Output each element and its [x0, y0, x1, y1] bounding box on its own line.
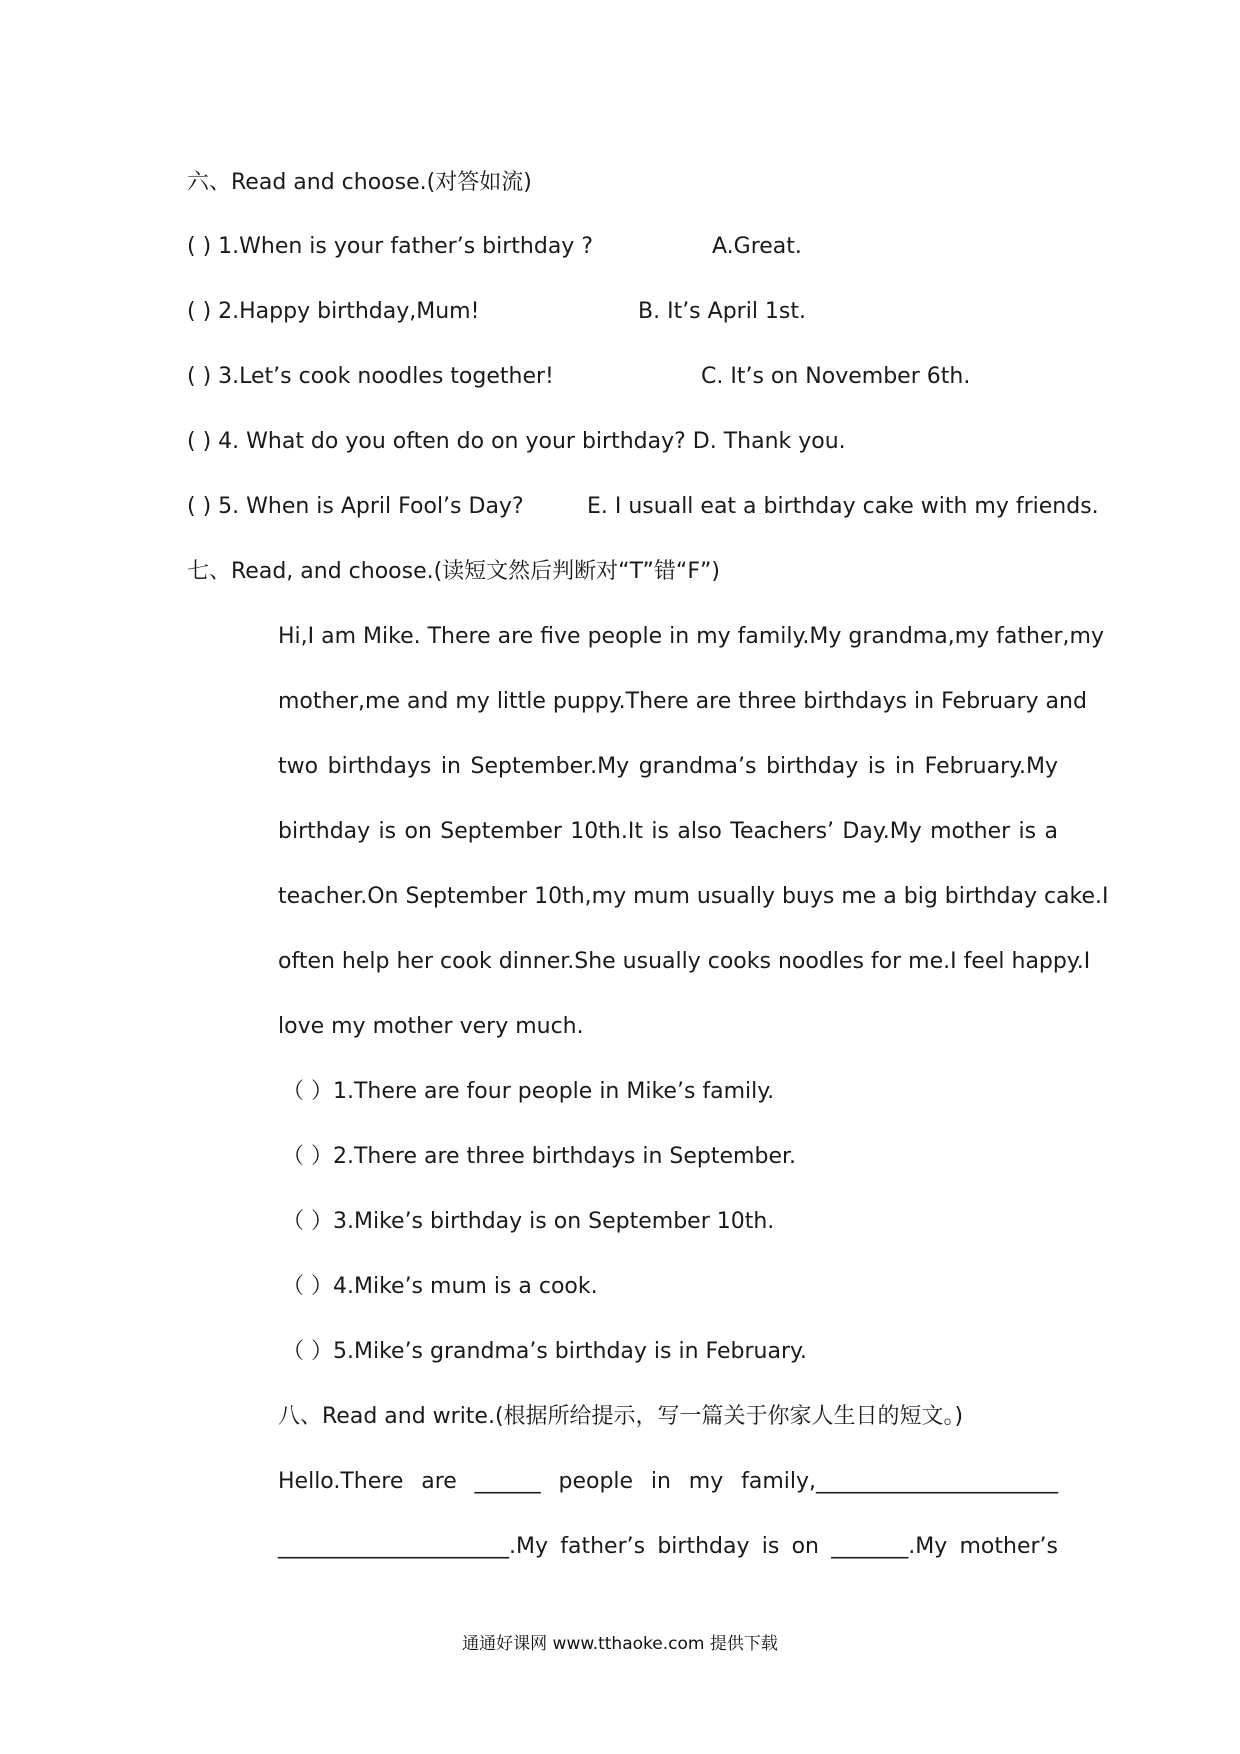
passage-line-4: birthday is on September 10th.It is also Teachers’ Day.My mother is a [278, 819, 1058, 844]
option-e: E. I usuall eat a birthday cake with my friends. [587, 494, 1099, 519]
statement-3: （ ）3.Mike’s birthday is on September 10th. [282, 1209, 775, 1234]
question-6-1: ( ) 1.When is your father’s birthday ? [187, 234, 593, 259]
option-c: C. It’s on November 6th. [701, 364, 971, 389]
writing-line-1: Hello.There are ______ people in my family,______________________ [278, 1469, 1058, 1494]
question-6-3: ( ) 3.Let’s cook noodles together! [187, 364, 554, 389]
question-6-2: ( ) 2.Happy birthday,Mum! [187, 299, 480, 324]
section-6-heading: 六、Read and choose.(对答如流) [187, 170, 532, 195]
option-b: B. It’s April 1st. [638, 299, 806, 324]
question-6-5: ( ) 5. When is April Fool’s Day? [187, 494, 524, 519]
section-8-heading: 八、Read and write.(根据所给提示，写一篇关于你家人生日的短文。) [278, 1404, 964, 1429]
passage-line-2: mother,me and my little puppy.There are three birthdays in February and [278, 689, 1087, 714]
option-a: A.Great. [712, 234, 802, 259]
passage-line-6: often help her cook dinner.She usually cooks noodles for me.I feel happy.I [278, 949, 1091, 974]
passage-line-3: two birthdays in September.My grandma’s birthday is in February.My [278, 754, 1058, 779]
writing-line-2: _____________________.My father’s birthday is on _______.My mother’s [278, 1534, 1058, 1559]
passage-line-1: Hi,I am Mike. There are five people in my family.My grandma,my father,my [278, 624, 1104, 649]
statement-2: （ ）2.There are three birthdays in September. [282, 1144, 796, 1169]
statement-4: （ ）4.Mike’s mum is a cook. [282, 1274, 598, 1299]
passage-line-5: teacher.On September 10th,my mum usually buys me a big birthday cake.I [278, 884, 1109, 909]
statement-1: （ ）1.There are four people in Mike’s family. [282, 1079, 775, 1104]
passage-line-7: love my mother very much. [278, 1014, 584, 1039]
section-7-heading: 七、Read, and choose.(读短文然后判断对“T”错“F”) [187, 559, 720, 584]
page-footer: 通通好课网 www.tthaoke.com 提供下载 [462, 1634, 778, 1654]
statement-5: （ ）5.Mike’s grandma’s birthday is in February. [282, 1339, 807, 1364]
question-6-4: ( ) 4. What do you often do on your birthday? D. Thank you. [187, 429, 846, 454]
